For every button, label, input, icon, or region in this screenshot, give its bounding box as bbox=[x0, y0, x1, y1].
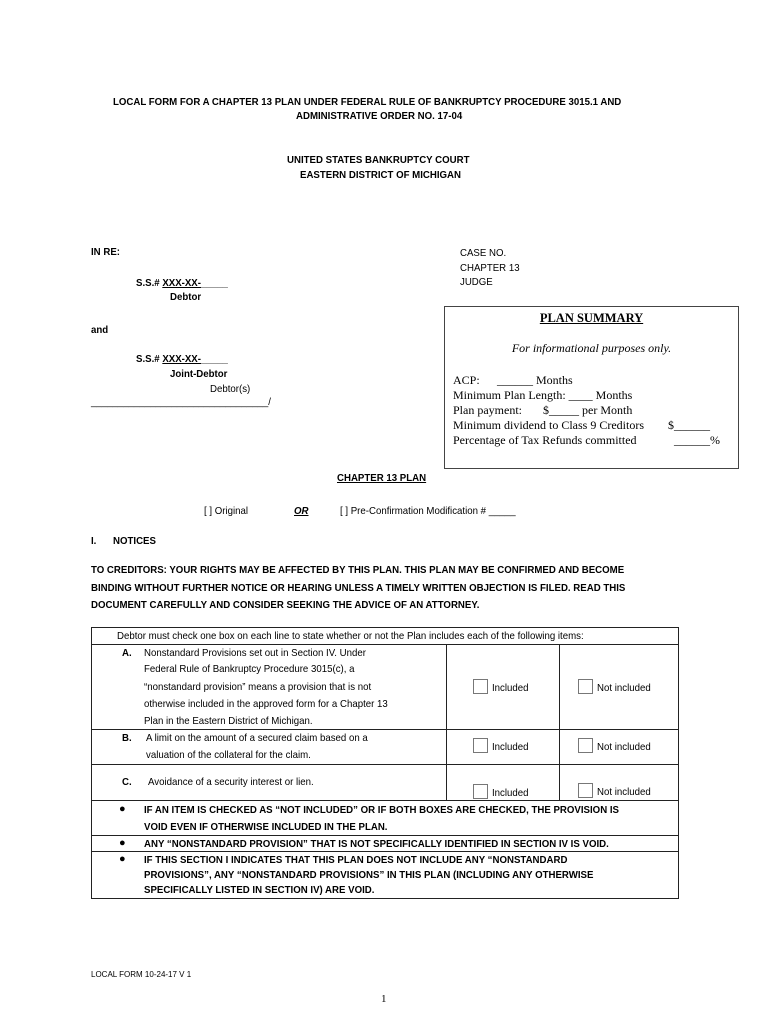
row-a-text-line1: Nonstandard Provisions set out in Section IV. Under bbox=[144, 647, 366, 659]
divider bbox=[446, 644, 447, 800]
bullet-1-line1: IF AN ITEM IS CHECKED AS “NOT INCLUDED” OR IF BOTH BOXES ARE CHECKED, THE PROVISION IS bbox=[144, 804, 619, 816]
row-b-letter: B. bbox=[122, 732, 132, 744]
section-number: I. bbox=[91, 535, 97, 547]
min-plan-length: Minimum Plan Length: ____ Months bbox=[453, 388, 633, 402]
divider bbox=[91, 729, 679, 730]
tax-refund-value: ______% bbox=[674, 433, 720, 447]
and-label: and bbox=[91, 324, 109, 336]
or-label: OR bbox=[294, 505, 309, 517]
divider bbox=[559, 644, 560, 800]
section-heading: NOTICES bbox=[113, 535, 156, 547]
case-number-label: CASE NO. bbox=[460, 247, 507, 259]
row-b-included-checkbox[interactable] bbox=[473, 738, 488, 753]
row-a-text-line4: otherwise included in the approved form for a Chapter 13 bbox=[144, 698, 388, 710]
min-dividend-label: Minimum dividend to Class 9 Creditors bbox=[453, 418, 644, 432]
plan-title: CHAPTER 13 PLAN bbox=[337, 472, 427, 484]
min-dividend-value: $______ bbox=[668, 418, 710, 432]
acp-value: ______ Months bbox=[497, 373, 573, 387]
notice-warning-line2: BINDING WITHOUT FURTHER NOTICE OR HEARING UNLESS A TIMELY WRITTEN OBJECTION IS FILED. READ THIS bbox=[91, 582, 626, 594]
acp-label: ACP: bbox=[453, 373, 480, 387]
notice-warning-line3: DOCUMENT CAREFULLY AND CONSIDER SEEKING THE ADVICE OF AN ATTORNEY. bbox=[91, 599, 480, 611]
bullet-3-line3: SPECIFICALLY LISTED IN SECTION IV) ARE VOID. bbox=[144, 884, 375, 896]
bullet-1-line2: VOID EVEN IF OTHERWISE INCLUDED IN THE PLAN. bbox=[144, 821, 388, 833]
bullet-2-line1: ANY “NONSTANDARD PROVISION” THAT IS NOT SPECIFICALLY IDENTIFIED IN SECTION IV IS VOID. bbox=[144, 838, 609, 850]
row-c-not-included-checkbox[interactable] bbox=[578, 783, 593, 798]
ssn-label: S.S.# bbox=[136, 277, 163, 289]
plan-payment-value: $_____ per Month bbox=[543, 403, 633, 417]
row-b-included-label: Included bbox=[492, 741, 529, 753]
bullet-icon: ● bbox=[119, 837, 126, 849]
in-re-label: IN RE: bbox=[91, 246, 120, 258]
plan-summary-title: PLAN SUMMARY bbox=[539, 311, 644, 325]
debtor-ssn bbox=[136, 277, 228, 289]
row-c-letter: C. bbox=[122, 776, 132, 788]
plan-summary-subtitle: For informational purposes only. bbox=[511, 341, 672, 355]
debtor-label: Debtor bbox=[170, 291, 202, 303]
ssn-blank: _____ bbox=[200, 353, 228, 365]
row-b-text-line2: valuation of the collateral for the claim. bbox=[146, 749, 311, 761]
court-district: EASTERN DISTRICT OF MICHIGAN bbox=[300, 169, 461, 181]
form-title-line2: ADMINISTRATIVE ORDER NO. 17-04 bbox=[296, 110, 463, 122]
bullet-icon: ● bbox=[119, 853, 126, 865]
pre-confirmation-option[interactable]: [ ] Pre-Confirmation Modification # _____ bbox=[340, 505, 516, 517]
row-a-included-checkbox[interactable] bbox=[473, 679, 488, 694]
caption-separator: _________________________________/ bbox=[91, 396, 271, 408]
row-c-text-line1: Avoidance of a security interest or lien. bbox=[148, 776, 314, 788]
ssn-label: S.S.# bbox=[136, 353, 163, 365]
bullet-3-line1: IF THIS SECTION I INDICATES THAT THIS PLAN DOES NOT INCLUDE ANY “NONSTANDARD bbox=[144, 854, 568, 866]
row-b-not-included-checkbox[interactable] bbox=[578, 738, 593, 753]
form-version: LOCAL FORM 10-24-17 V 1 bbox=[91, 970, 192, 979]
row-a-text-line3: “nonstandard provision” means a provision that is not bbox=[144, 681, 372, 693]
tax-refund-label: Percentage of Tax Refunds committed bbox=[453, 433, 637, 447]
row-b-not-included-label: Not included bbox=[597, 741, 651, 753]
debtors-label: Debtor(s) bbox=[210, 383, 251, 395]
ssn-value: XXX-XX- bbox=[162, 353, 201, 365]
row-a-text-line5: Plan in the Eastern District of Michigan. bbox=[144, 715, 313, 727]
joint-debtor-label: Joint-Debtor bbox=[170, 368, 228, 380]
divider bbox=[91, 800, 679, 801]
divider bbox=[91, 851, 679, 852]
table-header: Debtor must check one box on each line to state whether or not the Plan includes each of the following items: bbox=[117, 630, 584, 642]
divider bbox=[91, 644, 679, 645]
row-a-letter: A. bbox=[122, 647, 132, 659]
row-c-not-included-label: Not included bbox=[597, 786, 651, 798]
court-name: UNITED STATES BANKRUPTCY COURT bbox=[287, 154, 470, 166]
row-a-text-line2: Federal Rule of Bankruptcy Procedure 3015(c), a bbox=[144, 663, 355, 675]
row-c-included-label: Included bbox=[492, 787, 529, 799]
page-number: 1 bbox=[381, 993, 387, 1005]
row-a-included-label: Included bbox=[492, 682, 529, 694]
judge-label: JUDGE bbox=[460, 276, 493, 288]
row-a-not-included-label: Not included bbox=[597, 682, 651, 694]
divider bbox=[91, 764, 679, 765]
row-c-included-checkbox[interactable] bbox=[473, 784, 488, 799]
ssn-blank: _____ bbox=[200, 277, 228, 289]
form-title-line1: LOCAL FORM FOR A CHAPTER 13 PLAN UNDER FEDERAL RULE OF BANKRUPTCY PROCEDURE 3015.1 AND bbox=[113, 96, 622, 108]
notice-warning-line1: TO CREDITORS: YOUR RIGHTS MAY BE AFFECTED BY THIS PLAN. THIS PLAN MAY BE CONFIRMED AND BECOME bbox=[91, 564, 625, 576]
plan-payment-label: Plan payment: bbox=[453, 403, 522, 417]
divider bbox=[91, 835, 679, 836]
joint-debtor-ssn bbox=[136, 353, 228, 365]
original-option[interactable]: [ ] Original bbox=[204, 505, 249, 517]
bullet-icon: ● bbox=[119, 803, 126, 815]
row-a-not-included-checkbox[interactable] bbox=[578, 679, 593, 694]
row-b-text-line1: A limit on the amount of a secured claim based on a bbox=[146, 732, 368, 744]
bullet-3-line2: PROVISIONS”, ANY “NONSTANDARD PROVISIONS” IN THIS PLAN (INCLUDING ANY OTHERWISE bbox=[144, 869, 594, 881]
chapter-label: CHAPTER 13 bbox=[460, 262, 520, 274]
ssn-value: XXX-XX- bbox=[162, 277, 201, 289]
